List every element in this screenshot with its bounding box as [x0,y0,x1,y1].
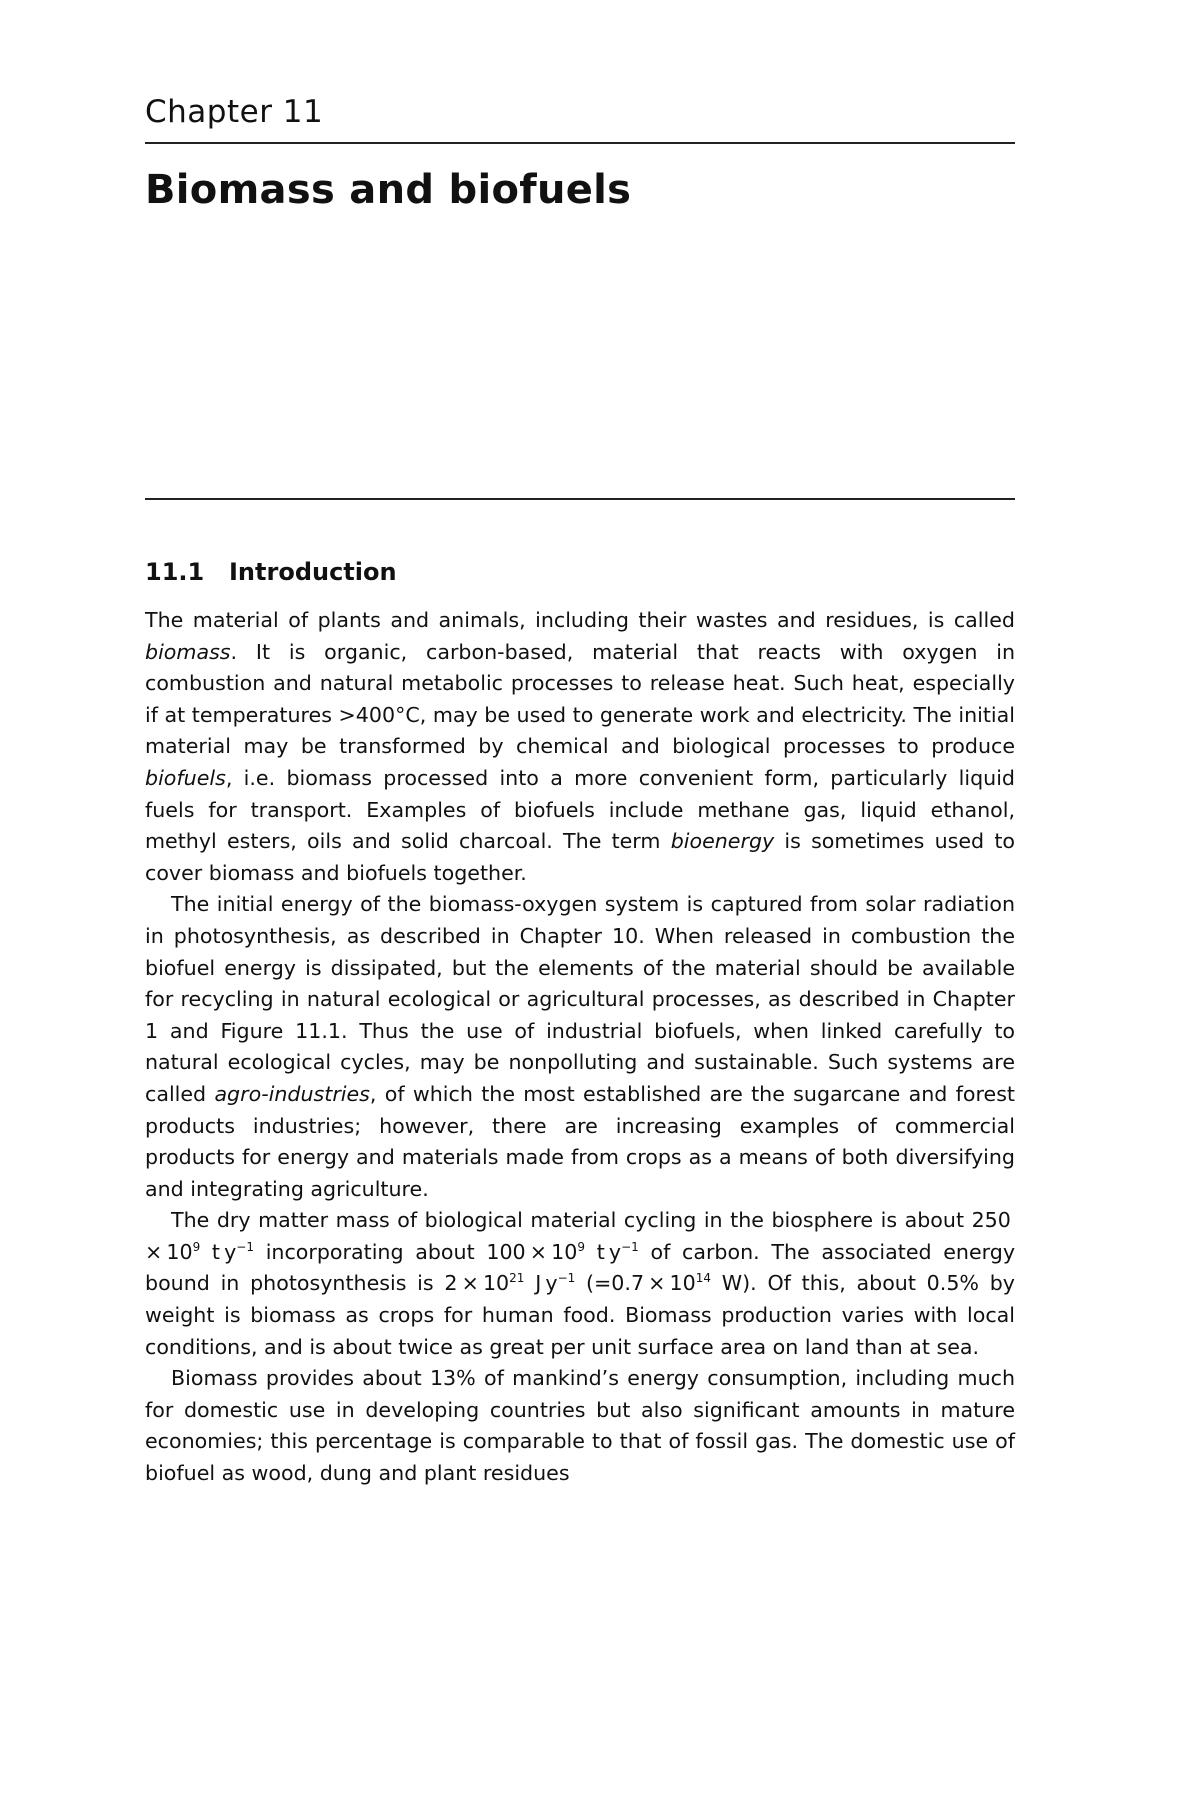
text-run: is sometimes used to cover biomass and biofuels together. [145,829,1015,885]
chapter-bottom-rule [145,498,1015,500]
superscript: 9 [192,1240,201,1255]
emphasized-term: agro-industries [214,1081,370,1106]
text-run: t y [200,1239,237,1264]
paragraph [145,889,1015,1205]
section-number: 11.1 [145,558,205,586]
text-run: , i.e. biomass processed into a more convenient form, particularly liquid fuels for transport. Examples of biofuels include methane gas, liquid ethanol, methyl esters, oils and solid charcoal. The term [145,765,1015,854]
text-run: The dry matter mass of biological material cycling in the biosphere is about 250 × 10 [145,1208,1015,1264]
superscript: −1 [621,1240,639,1255]
text-run: of carbon. The associated energy bound in photosynthesis is 2 × 10 [145,1239,1016,1296]
text-run: J y [524,1271,558,1296]
superscript: 9 [577,1240,585,1255]
emphasized-term: biomass [145,639,231,664]
emphasized-term: bioenergy [670,829,775,854]
superscript: −1 [557,1271,576,1286]
book-page [145,0,1015,1800]
body-text [145,605,1015,1490]
text-run: The material of plants and animals, including their wastes and residues, is called [145,608,1015,632]
paragraph [145,1205,1015,1363]
text-run: . It is organic, carbon-based, material that reacts with oxygen in combustion and natural metabolic processes to release heat. Such heat, especially if at temperatures >400°C, may be used to generate work and electricity. The initial material may be transformed by chemical and biological processes to produce [145,639,1015,759]
section-title: Introduction [229,558,397,586]
text-run: Biomass provides about 13% of mankind’s energy consumption, including much for domestic use in developing countries but also significant amounts in mature economies; this percentage is comparable to that of fossil gas. The domestic use of biofuel as wood, dung and plant residues [145,1366,1015,1486]
superscript: 14 [695,1271,712,1286]
superscript: 21 [509,1271,525,1286]
emphasized-term: biofuels [145,765,226,790]
paragraph [145,605,1015,889]
chapter-title: Biomass and biofuels [145,167,632,213]
text-run: , of which the most established are the sugarcane and forest products industries; however, there are increasing examples of commercial products for energy and materials made from crops as a means of both diversifying and integrating agriculture. [145,1081,1015,1201]
text-run: W). Of this, about 0.5% by weight is biomass as crops for human food. Biomass production varies with local conditions, and is about twice as great per unit surface area on land than at sea. [145,1271,1015,1359]
chapter-label: Chapter 11 [145,94,324,130]
chapter-top-rule [145,142,1015,144]
paragraph [145,1363,1015,1489]
text-run: (=0.7 × 10 [575,1271,696,1296]
superscript: −1 [236,1240,254,1255]
text-run: t y [585,1239,622,1264]
text-run: incorporating about 100 × 10 [254,1239,578,1264]
section-heading [145,558,397,586]
text-run: The initial energy of the biomass-oxygen system is captured from solar radiation in photosynthesis, as described in Chapter 10. When released in combustion the biofuel energy is dissipated, but the elements of the material should be available for recycling in natural ecological or agricultural processes, as described in Chapter 1 and Figure 11.1. Thus the use of industrial biofuels, when linked carefully to natural ecological cycles, may be nonpolluting and sustainable. Such systems are called [145,892,1015,1106]
